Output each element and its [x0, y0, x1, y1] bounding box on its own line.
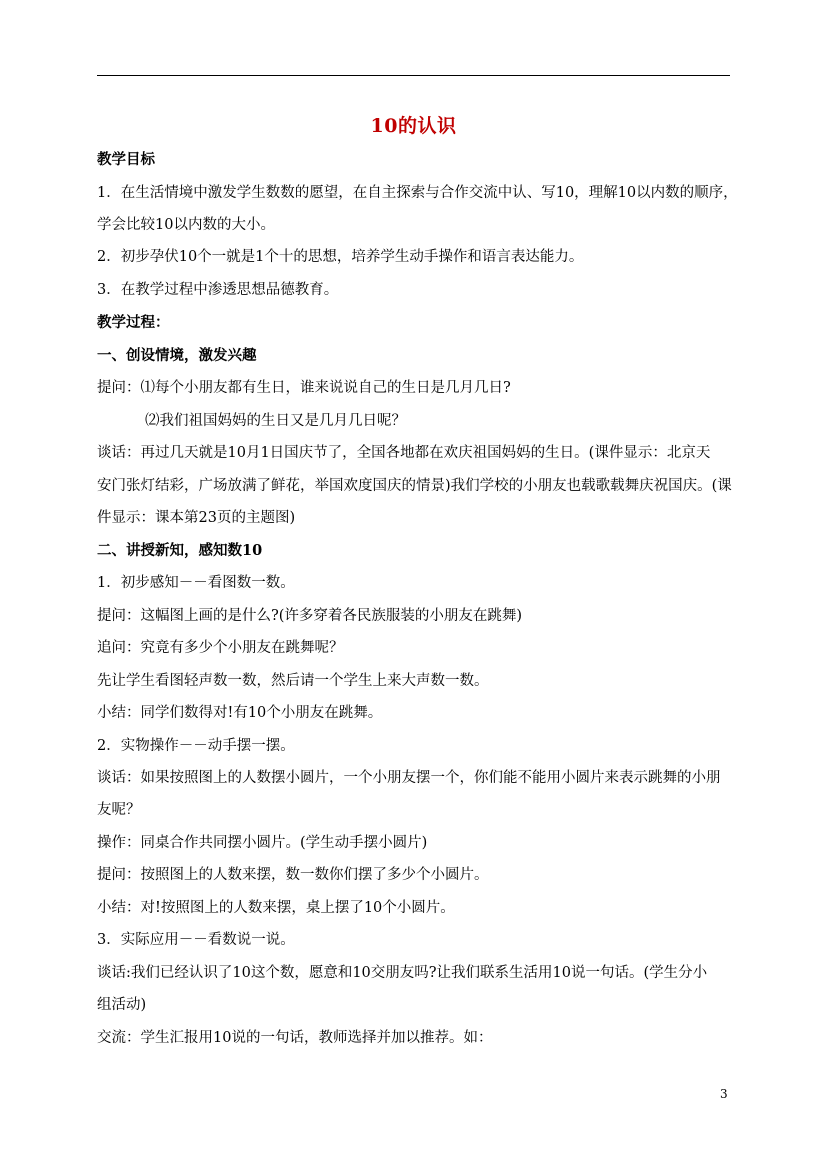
paragraph-line: 提问：按照图上的人数来摆，数一数你们摆了多少个小圆片。	[97, 867, 489, 883]
paragraph-line: 提问：这幅图上画的是什么?(许多穿着各民族服装的小朋友在跳舞)	[97, 608, 523, 624]
paragraph-line: 学会比较10以内数的大小。	[97, 217, 275, 233]
paragraph-line: 安门张灯结彩，广场放满了鲜花，举国欢度国庆的情景)我们学校的小朋友也载歌载舞庆祝国庆。(课	[97, 478, 732, 494]
paragraph-line: 友呢？	[97, 802, 141, 818]
paragraph-line: 操作：同桌合作共同摆小圆片。(学生动手摆小圆片)	[97, 835, 428, 851]
paragraph-line: 2．初步孕伏10个一就是1个十的思想，培养学生动手操作和语言表达能力。	[97, 249, 584, 265]
paragraph-line: 3．实际应用－－看数说一说。	[97, 932, 295, 948]
paragraph-line: 2．实物操作－－动手摆一摆。	[97, 738, 295, 754]
paragraph-line: 小结：对!按照图上的人数来摆，桌上摆了10个小圆片。	[97, 900, 455, 916]
section-heading-two: 二、讲授新知，感知数10	[97, 542, 263, 559]
paragraph-line: 谈话:我们已经认识了10这个数，愿意和10交朋友吗?让我们联系生活用10说一句话。(学生分小	[97, 965, 708, 981]
paragraph-line: 1．在生活情境中激发学生数数的愿望，在自主探索与合作交流中认、写10，理解10以内数的顺序，	[97, 185, 738, 201]
paragraph-line: 组活动)	[97, 997, 147, 1013]
paragraph-line: ⑵我们祖国妈妈的生日又是几月几日呢？	[145, 413, 406, 429]
paragraph-line: 先让学生看图轻声数一数，然后请一个学生上来大声数一数。	[97, 673, 489, 689]
paragraph-line: 小结：同学们数得对!有10个小朋友在跳舞。	[97, 705, 383, 721]
paragraph-line: 谈话：再过几天就是10月1日国庆节了，全国各地都在欢庆祖国妈妈的生日。(课件显示：北京天	[97, 445, 711, 461]
section-heading-one: 一、创设情境，激发兴趣	[97, 347, 257, 364]
paragraph-line: 追问：究竟有多少个小朋友在跳舞呢？	[97, 640, 344, 656]
paragraph-line: 交流：学生汇报用10说的一句话，教师选择并加以推荐。如：	[97, 1030, 493, 1046]
paragraph-line: 件显示：课本第23页的主题图)	[97, 510, 296, 526]
section-heading-process: 教学过程：	[97, 314, 170, 331]
header-rule	[97, 75, 730, 76]
paragraph-line: 谈话：如果按照图上的人数摆小圆片，一个小朋友摆一个，你们能不能用小圆片来表示跳舞的小朋	[97, 770, 721, 786]
section-heading-objectives: 教学目标	[97, 151, 155, 168]
page-number: 3	[720, 1087, 728, 1101]
paragraph-line: 1．初步感知－－看图数一数。	[97, 575, 295, 591]
document-title: 10的认识	[370, 115, 457, 137]
paragraph-line: 3．在教学过程中渗透思想品德教育。	[97, 282, 339, 298]
paragraph-line: 提问：⑴每个小朋友都有生日，谁来说说自己的生日是几月几日?	[97, 380, 511, 396]
